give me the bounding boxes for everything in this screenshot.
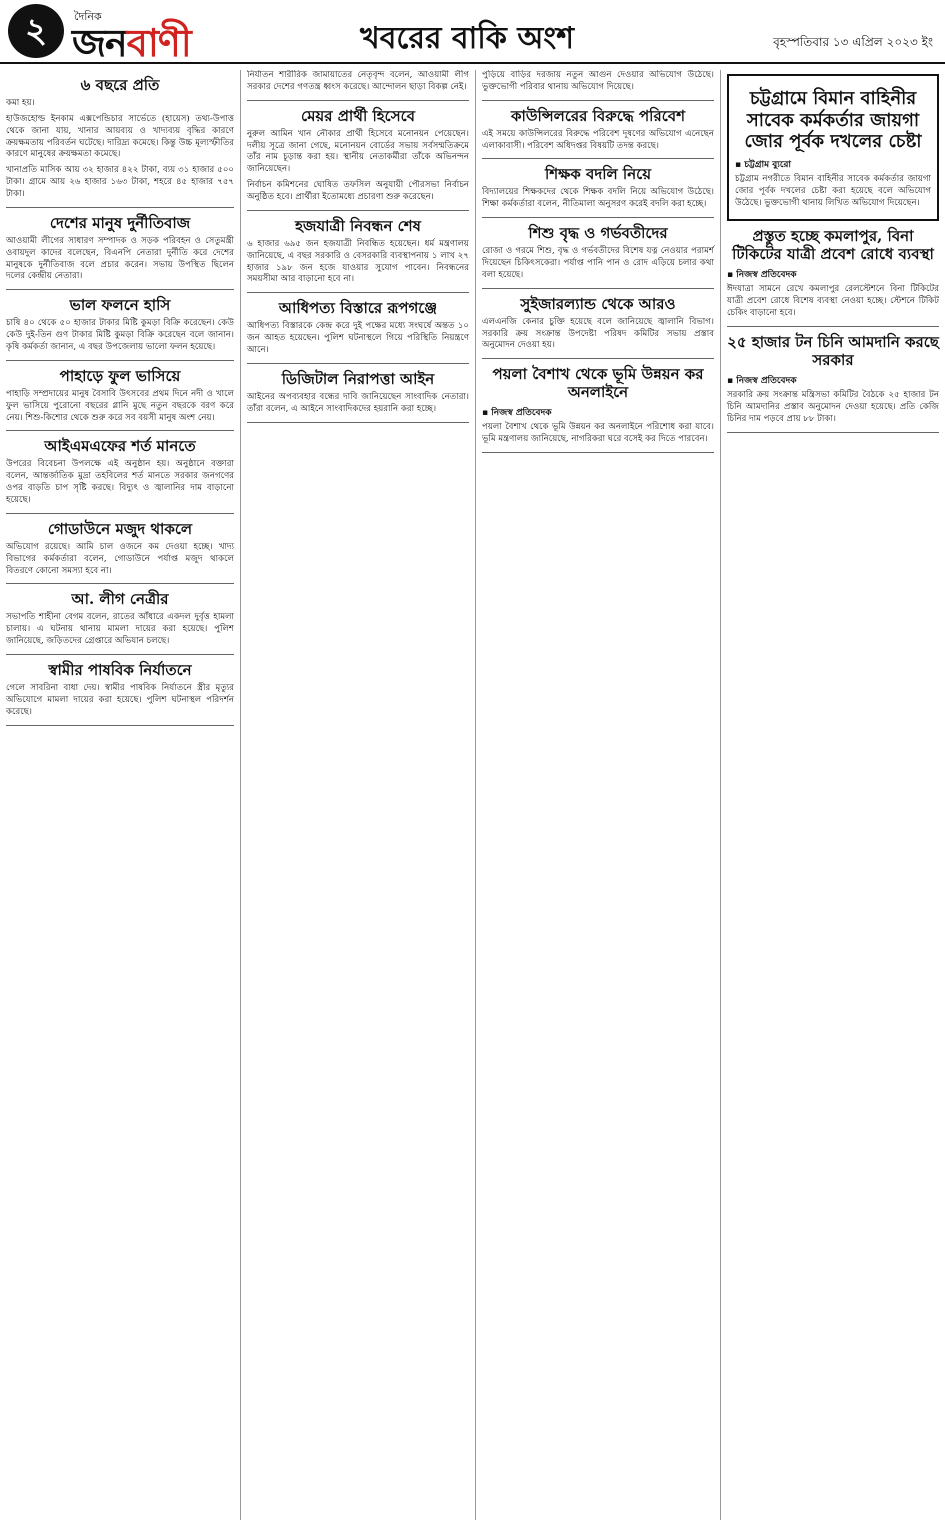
- divider: [6, 725, 234, 726]
- headline: দেশের মানুষ দুর্নীতিবাজ: [49, 213, 191, 232]
- divider: [6, 583, 234, 584]
- byline: ▪ নিজস্ব প্রতিবেদক: [727, 373, 939, 388]
- divider: [482, 358, 714, 359]
- byline: ▪ নিজস্ব প্রতিবেদক: [727, 267, 939, 282]
- body-text: নির্বাচন কমিশনের ঘোষিত তফসিল অনুযায়ী পৌরসভা নির্বাচন অনুষ্ঠিত হবে। প্রার্থীরা ইতোমধ্যে প্রচারণা শুরু করেছেন।: [247, 180, 469, 203]
- body-text: চট্টগ্রাম নগরীতে বিমান বাহিনীর সাবেক কর্মকর্তার জায়গা জোর পূর্বক দখলের চেষ্টা করা হয়েছে বলে অভিযোগ উঠেছে। ভুক্তভোগী থানায় লিখিত অভিযোগ দিয়েছেন।: [735, 173, 931, 208]
- body-text: উপরের বিবেচনা উপলক্ষে এই অনুষ্ঠান হয়। অনুষ্ঠানে বক্তারা বলেন, আন্তর্জাতিক মুদ্রা তহবিলের শর্ত মানতে সরকার জনগণের ওপর বাড়তি চাপ সৃষ্টি করছে। বিদ্যুৎ ও জ্বালানির দাম বাড়ানো হয়েছে।: [6, 459, 234, 506]
- byline: ▪ নিজস্ব প্রতিবেদক: [482, 405, 714, 420]
- body-text: আওয়ামী লীগের সাধারণ সম্পাদক ও সড়ক পরিবহন ও সেতুমন্ত্রী ওবায়দুল কাদের বলেছেন, বিএনপি নেতারা দুর্নীতি করে দেশের মানুষকে দুর্নীতিবাজ বলে প্রচার করেন। সভায় উপস্থিত ছিলেন দলের কেন্দ্রীয় নেতারা।: [6, 235, 234, 282]
- body-text: পয়লা বৈশাখ থেকে ভূমি উন্নয়ন কর অনলাইনে পরিশোধ করা যাবে। ভূমি মন্ত্রণালয় জানিয়েছে, নাগরিকরা ঘরে বসেই কর দিতে পারবেন।: [482, 422, 714, 445]
- body-text: চাষি ৪০ থেকে ৫০ হাজার টাকার মিষ্টি কুমড়া বিক্রি করেছেন। কেউ কেউ দুই-তিন গুণ টাকার মিষ্টি কুমড়া বিক্রি করেছেন বলে জানান। কৃষি কর্মকর্তা জানান, এ বছর উপজেলায় ভালো ফলন হয়েছে।: [6, 318, 234, 353]
- headline: মেয়র প্রার্থী হিসেবে: [301, 106, 415, 125]
- article: [247, 370, 469, 416]
- article: [6, 437, 234, 506]
- divider: [247, 292, 469, 293]
- article: [247, 107, 469, 204]
- article: [727, 74, 939, 221]
- article: [482, 70, 714, 94]
- body-text: বিদ্যালয়ের শিক্ষকদের থেকে শিক্ষক বদলি নিয়ে অভিযোগ উঠেছে। শিক্ষা কর্মকর্তারা বলেন, নীতিমালা অনুসরণ করেই বদলি করা হচ্ছে।: [482, 187, 714, 210]
- article: [482, 224, 714, 282]
- divider: [727, 326, 939, 327]
- body-text: হাউজহোল্ড ইনকাম এক্সপেন্ডিচার সার্ভেতে (হায়েস) তথ্য-উপাত্ত থেকে জানা যায়, খানার আয়ব্যয় ও খাদ্যব্যয় বৃদ্ধির কারণে ক্রয়ক্ষমতায় পরিবর্তন ঘটেছে। দারিদ্র্য কমেছে। কিন্তু উচ্চ মূল্যস্ফীতির কারণে মানুষের ক্রয়ক্ষমতা কমেছে।: [6, 113, 234, 160]
- headline: ভাল ফলনে হাসি: [69, 296, 171, 315]
- divider: [6, 360, 234, 361]
- divider: [247, 210, 469, 211]
- headline: স্বামীর পাষবিক নির্যাতনে: [48, 661, 192, 680]
- headline: কাউন্সিলরের বিরুদ্ধে পরিবেশ: [511, 106, 685, 125]
- column-3: [475, 70, 720, 1520]
- headline: আধিপত্য বিস্তারে রূপগঞ্জে: [278, 299, 438, 318]
- article: [727, 333, 939, 426]
- divider: [247, 363, 469, 364]
- issue-date: বৃহস্পতিবার ১৩ এপ্রিল ২০২৩ ইং: [773, 35, 933, 49]
- body-text: নির্যাতন শারীরিক জামায়াতের নেতৃবৃন্দ বলেন, আওয়ামী লীগ সরকার দেশের গণতন্ত্র ধ্বংস করেছে। আন্দোলন ছাড়া বিকল্প নেই।: [247, 70, 469, 92]
- article: [6, 590, 234, 648]
- byline: ▪ চট্টগ্রাম ব্যুরো: [735, 157, 931, 172]
- divider: [6, 430, 234, 431]
- daily-label: দৈনিক: [74, 10, 102, 23]
- article: [6, 367, 234, 425]
- newspaper-logo: জনবাণী: [72, 21, 191, 65]
- divider: [727, 432, 939, 433]
- divider: [247, 100, 469, 101]
- article: [727, 227, 939, 320]
- headline: শিশু বৃদ্ধ ও গর্ভবতীদের: [528, 224, 668, 243]
- article: [247, 299, 469, 357]
- section-title: খবরের বাকি অংশ: [360, 21, 574, 56]
- body-text: রোজা ও গরমে শিশু, বৃদ্ধ ও গর্ভবতীদের বিশেষ যত্ন নেওয়ার পরামর্শ দিয়েছেন চিকিৎসকেরা। পর্যাপ্ত পানি পান ও রোদ এড়িয়ে চলার কথা বলা হয়েছে।: [482, 246, 714, 280]
- body-text: এই সময়ে কাউন্সিলরের বিরুদ্ধে পরিবেশ দূষণের অভিযোগ এনেছেন এলাকাবাসী। পরিবেশ অধিদপ্তর বিষয়টি তদন্ত করছে।: [482, 128, 714, 151]
- divider: [482, 158, 714, 159]
- divider: [482, 288, 714, 289]
- divider: [247, 422, 469, 423]
- body-text: আধিপত্য বিস্তারকে কেন্দ্র করে দুই পক্ষের মধ্যে সংঘর্ষে অন্তত ১০ জন আহত হয়েছেন। পুলিশ ঘটনাস্থলে গিয়ে পরিস্থিতি নিয়ন্ত্রণে আনে।: [247, 321, 469, 356]
- headline: শিক্ষক বদলি নিয়ে: [544, 165, 652, 184]
- headline: ৬ বছরে প্রতি: [80, 76, 160, 94]
- column-2: [240, 70, 475, 1520]
- body-text: খানাপ্রতি মাসিক আয় ৩২ হাজার ৪২২ টাকা, ব্যয় ৩১ হাজার ৫০০ টাকা। গ্রামে আয় ২৬ হাজার ১৬৩ টাকা, শহরে ৪৫ হাজার ৭৫৭ টাকা।: [6, 165, 234, 200]
- divider: [6, 513, 234, 514]
- headline: প্রস্তুত হচ্ছে কমলাপুর, বিনা টিকিটের যাত্রী প্রবেশ রোধে ব্যবস্থা: [732, 227, 934, 264]
- headline: পাহাড়ে ফুল ভাসিয়ে: [59, 366, 181, 385]
- article: [482, 107, 714, 153]
- divider: [482, 217, 714, 218]
- article: [6, 296, 234, 354]
- column-1: [0, 70, 240, 1520]
- headline: চট্টগ্রামে বিমান বাহিনীর সাবেক কর্মকর্তার জায়গা জোর পূর্বক দখলের চেষ্টা: [744, 88, 922, 153]
- headline: আ. লীগ নেত্রীর: [71, 590, 169, 609]
- divider: [6, 654, 234, 655]
- body-text: পুড়িয়ে বাড়ির দরজায় নতুন আগুন দেওয়ার অভিযোগ উঠেছে। ভুক্তভোগী পরিবার থানায় অভিযোগ দিয়েছে।: [482, 70, 714, 92]
- body-text: ঈদযাত্রা সামনে রেখে কমলাপুর রেলস্টেশনে বিনা টিকিটের যাত্রী প্রবেশ রোধে বিশেষ ব্যবস্থা নেওয়া হচ্ছে। স্টেশনে টিকিট চেকিং বাড়ানো হবে।: [727, 284, 939, 319]
- divider: [482, 452, 714, 453]
- headline: ২৫ হাজার টন চিনি আমদানি করছে সরকার: [727, 332, 939, 369]
- divider: [6, 289, 234, 290]
- column-4: [720, 70, 945, 1520]
- article: [482, 295, 714, 353]
- headline: হজযাত্রী নিবন্ধন শেষ: [295, 216, 421, 235]
- article: [6, 214, 234, 283]
- article: [247, 70, 469, 94]
- body-text: ৬ হাজার ৬৯৫ জন হজযাত্রী নিবন্ধিত হয়েছেন। ধর্ম মন্ত্রণালয় জানিয়েছে, এ বছর সরকারি ও বেসরকারি ব্যবস্থাপনায় ১ লাখ ২৭ হাজার ১৯৮ জন হজে যাওয়ার সুযোগ পাবেন। নিবন্ধনের সময়সীমা আর বাড়ানো হবে না।: [247, 238, 469, 285]
- body-text: কমা হয়।: [6, 98, 35, 108]
- divider: [482, 100, 714, 101]
- body-text: নুরুল আমিন খান নৌকার প্রার্থী হিসেবে মনোনয়ন পেয়েছেন। দলীয় সূত্রে জানা গেছে, মনোনয়ন বোর্ডের সভায় সর্বসম্মতিক্রমে তাঁর নাম চূড়ান্ত করা হয়। স্থানীয় নেতাকর্মীরা তাঁকে অভিনন্দন জানিয়েছেন।: [247, 128, 469, 175]
- body-text: পাহাড়ি সম্প্রদায়ের মানুষ বৈসাবি উৎসবের প্রথম দিনে নদী ও খালে ফুল ভাসিয়ে পুরোনো বছরের গ্লানি মুছে নতুন বছরকে বরণ করে নেয়। শিশু-কিশোর থেকে শুরু করে সব বয়সী মানুষ অংশ নেয়।: [6, 388, 234, 423]
- article: [6, 76, 234, 201]
- divider: [6, 207, 234, 208]
- article: [482, 165, 714, 211]
- article: [6, 520, 234, 578]
- body-text: এলএনজি কেনার চুক্তি হয়েছে বলে জানিয়েছে জ্বালানি বিভাগ। সরকারি ক্রয় সংক্রান্ত উপদেষ্টা পরিষদ কমিটির সভায় প্রস্তাব অনুমোদন দেওয়া হয়।: [482, 316, 714, 351]
- body-text: অভিযোগ রয়েছে। আমি চাল ওজনে কম দেওয়া হচ্ছে। খাদ্য বিভাগের কর্মকর্তারা বলেন, গোডাউনে পর্যাপ্ত মজুদ থাকলে বিতরণে কোনো সমস্যা হবে না।: [6, 541, 234, 576]
- headline: ডিজিটাল নিরাপত্তা আইন: [281, 369, 435, 388]
- masthead: [0, 0, 945, 64]
- body-text: গেলে সাবরিনা বাধা দেয়। স্বামীর পাষবিক নির্যাতনে স্ত্রীর মৃত্যুর অভিযোগে মামলা দায়ের করা হয়েছে। পুলিশ ঘটনাস্থল পরিদর্শন করেছে।: [6, 683, 234, 717]
- body-text: সভাপতি শাহীনা বেগম বলেন, রাতের আঁধারে একদল দুর্বৃত্ত হামলা চালায়। এ ঘটনায় থানায় মামলা দায়ের করা হয়েছে। পুলিশ জানিয়েছে, জড়িতদের গ্রেপ্তারে অভিযান চলছে।: [6, 612, 234, 647]
- article: [6, 661, 234, 719]
- headline: সুইজারল্যান্ড থেকে আরও: [520, 294, 676, 313]
- headline: পয়লা বৈশাখ থেকে ভূমি উন্নয়ন কর অনলাইনে: [492, 365, 704, 402]
- body-text: আইনের অপব্যবহার বন্ধের দাবি জানিয়েছেন সাংবাদিক নেতারা। তাঁরা বলেন, এ আইনে সাংবাদিকদের হয়রানি করা হচ্ছে।: [247, 391, 469, 414]
- page-number: ২: [8, 4, 64, 58]
- body-text: সরকারি ক্রয় সংক্রান্ত মন্ত্রিসভা কমিটির বৈঠকে ২৫ হাজার টন চিনি আমদানির প্রস্তাব অনুমোদন দেওয়া হয়েছে। প্রতি কেজি চিনির দাম পড়বে প্রায় ৮৮ টাকা।: [727, 389, 939, 424]
- headline: গোডাউনে মজুদ থাকলে: [47, 519, 193, 538]
- article: [482, 365, 714, 446]
- headline: আইএমএফের শর্ত মানতে: [44, 437, 196, 456]
- article: [247, 217, 469, 286]
